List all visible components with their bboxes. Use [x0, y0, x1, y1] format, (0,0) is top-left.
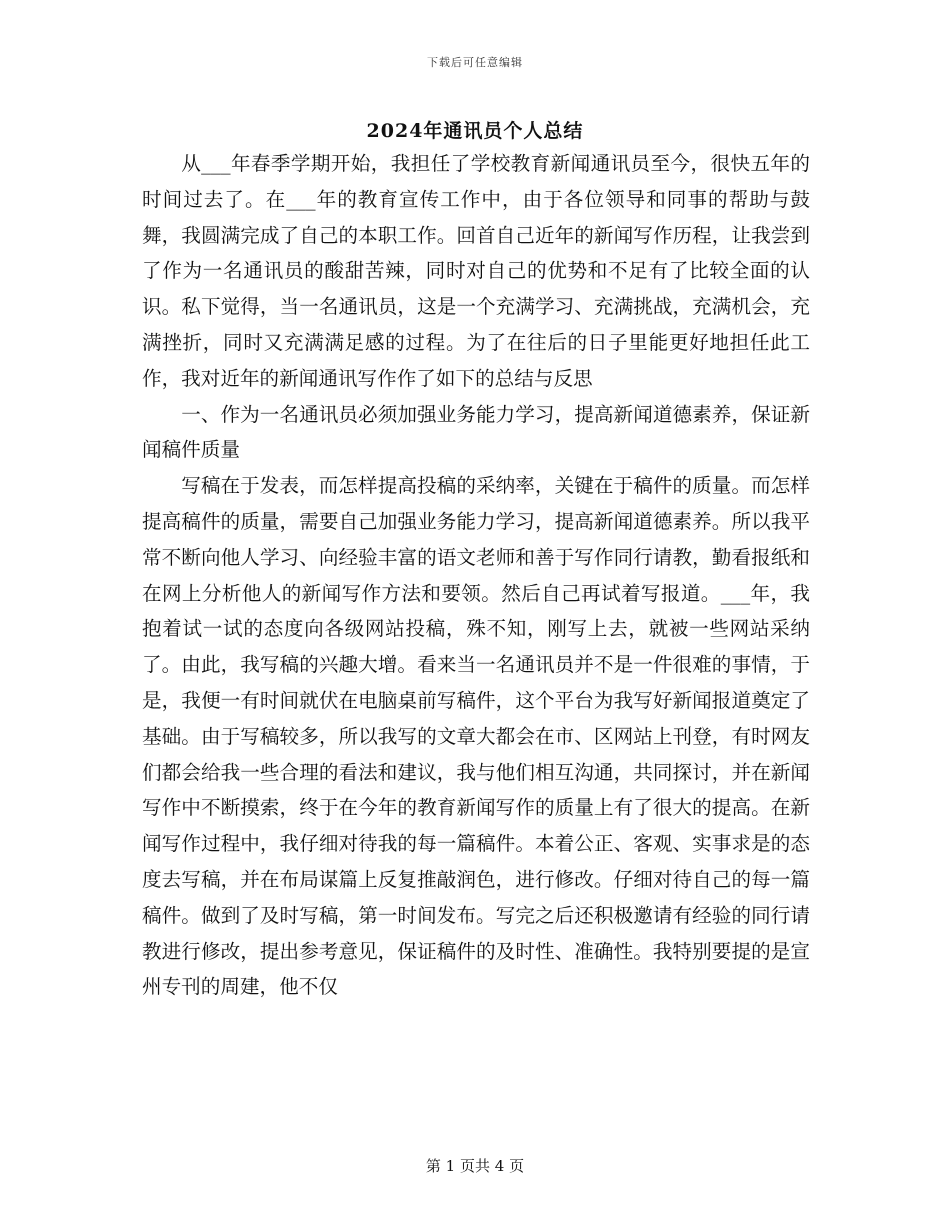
page-footer: 第 1 页共 4 页: [425, 1157, 525, 1175]
document-body: [142, 146, 810, 1005]
page-header-note: 下载后可任意编辑: [427, 56, 523, 69]
paragraph-heading-one: 一、作为一名通讯员必须加强业务能力学习，提高新闻道德素养，保证新闻稿件质量: [142, 402, 810, 462]
paragraph-writing-quality: 写稿在于发表，而怎样提高投稿的采纳率，关键在于稿件的质量。而怎样提高稿件的质量，需要自己加强业务能力学习，提高新闻道德素养。所以我平常不断向他人学习、向经验丰富的语文老师和善于写作同行请教，勤看报纸和在网上分析他人的新闻写作方法和要领。然后自己再试着写报道。___年，我抱着试一试的态度向各级网站投稿，殊不知，刚写上去，就被一些网站采纳了。由此，我写稿的兴趣大增。看来当一名通讯员并不是一件很难的事情，于是，我便一有时间就伏在电脑桌前写稿件，这个平台为我写好新闻报道奠定了基础。由于写稿较多，所以我写的文章大都会在市、区网站上刊登，有时网友们都会给我一些合理的看法和建议，我与他们相互沟通，共同探讨，并在新闻写作中不断摸索，终于在今年的教育新闻写作的质量上有了很大的提高。在新闻写作过程中，我仔细对待我的每一篇稿件。本着公正、客观、实事求是的态度去写稿，并在布局谋篇上反复推敲润色，进行修改。仔细对待自己的每一篇稿件。做到了及时写稿，第一时间发布。写完之后还积极邀请有经验的同行请教进行修改，提出参考意见，保证稿件的及时性、准确性。我特别要提的是宣州专刊的周建，他不仅: [142, 474, 810, 999]
document-title: 2024年通讯员个人总结: [366, 120, 584, 142]
paragraph-intro: 从___年春季学期开始，我担任了学校教育新闻通讯员至今，很快五年的时间过去了。在___年的教育宣传工作中，由于各位领导和同事的帮助与鼓舞，我圆满完成了自己的本职工作。回首自己近年的新闻写作历程，让我尝到了作为一名通讯员的酸甜苦辣，同时对自己的优势和不足有了比较全面的认识。私下觉得，当一名通讯员，这是一个充满学习、充满挑战，充满机会，充满挫折，同时又充满满足感的过程。为了在往后的日子里能更好地担任此工作，我对近年的新闻通讯写作作了如下的总结与反思: [142, 152, 810, 390]
